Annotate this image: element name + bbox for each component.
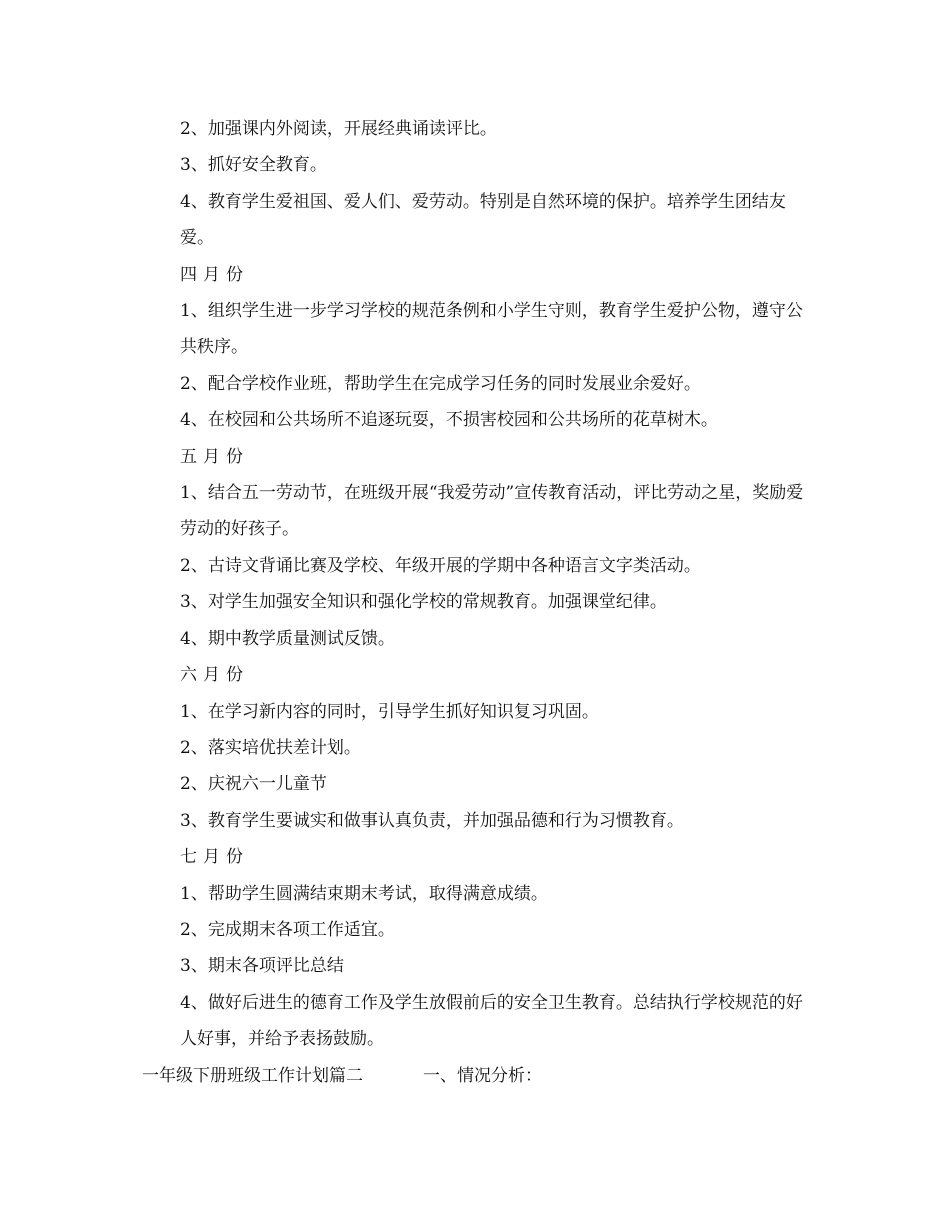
list-item: 2、庆祝六一儿童节 — [180, 774, 327, 795]
list-item: 2、加强课内外阅读，开展经典诵读评比。 — [180, 119, 497, 139]
list-item: 4、教育学生爱祖国、爱人们、爱劳动。特别是自然环境的保护。培养学生团结友爱。 — [180, 191, 786, 249]
month-heading: 四月份 — [180, 264, 249, 285]
document-section-title: 一年级下册班级工作计划篇二 — [142, 1065, 363, 1086]
list-item: 1、结合五一劳动节，在班级开展“我爱劳动”宣传教育活动，评比劳动之星，奖励爱劳动的好孩子。 — [180, 483, 804, 540]
document-body — [142, 111, 806, 1094]
list-item: 3、对学生加强安全知识和强化学校的常规教育。加强课堂纪律。 — [180, 592, 667, 613]
list-item: 3、抓好安全教育。 — [180, 155, 327, 176]
list-item: 1、组织学生进一步学习学校的规范条例和小学生守则，教育学生爱护公物，遵守公共秩序。 — [180, 301, 803, 358]
month-heading: 五月份 — [180, 446, 249, 467]
month-heading: 七月份 — [180, 847, 249, 868]
list-item: 3、期末各项评比总结 — [180, 956, 344, 977]
list-item: 2、配合学校作业班，帮助学生在完成学习任务的同时发展业余爱好。 — [180, 373, 701, 394]
list-item: 2、古诗文背诵比赛及学校、年级开展的学期中各种语言文字类活动。 — [180, 555, 701, 576]
list-item: 4、做好后进生的德育工作及学生放假前后的安全卫生教育。总结执行学校规范的好人好事，并给予表扬鼓励。 — [180, 992, 803, 1050]
month-heading: 六月份 — [180, 665, 249, 686]
subsection-heading: 一、情况分析： — [423, 1065, 542, 1086]
list-item: 4、期中教学质量测试反馈。 — [180, 628, 395, 649]
list-item: 1、在学习新内容的同时，引导学生抓好知识复习巩固。 — [180, 701, 599, 722]
list-item: 1、帮助学生圆满结束期末考试，取得满意成绩。 — [180, 883, 548, 904]
list-item: 3、教育学生要诚实和做事认真负责，并加强品德和行为习惯教育。 — [180, 810, 684, 831]
list-item: 4、在校园和公共场所不追逐玩耍，不损害校园和公共场所的花草树木。 — [180, 410, 718, 431]
list-item: 2、落实培优扶差计划。 — [180, 737, 361, 758]
section-intro-line — [142, 1058, 806, 1094]
list-item: 2、完成期末各项工作适宜。 — [180, 919, 395, 940]
